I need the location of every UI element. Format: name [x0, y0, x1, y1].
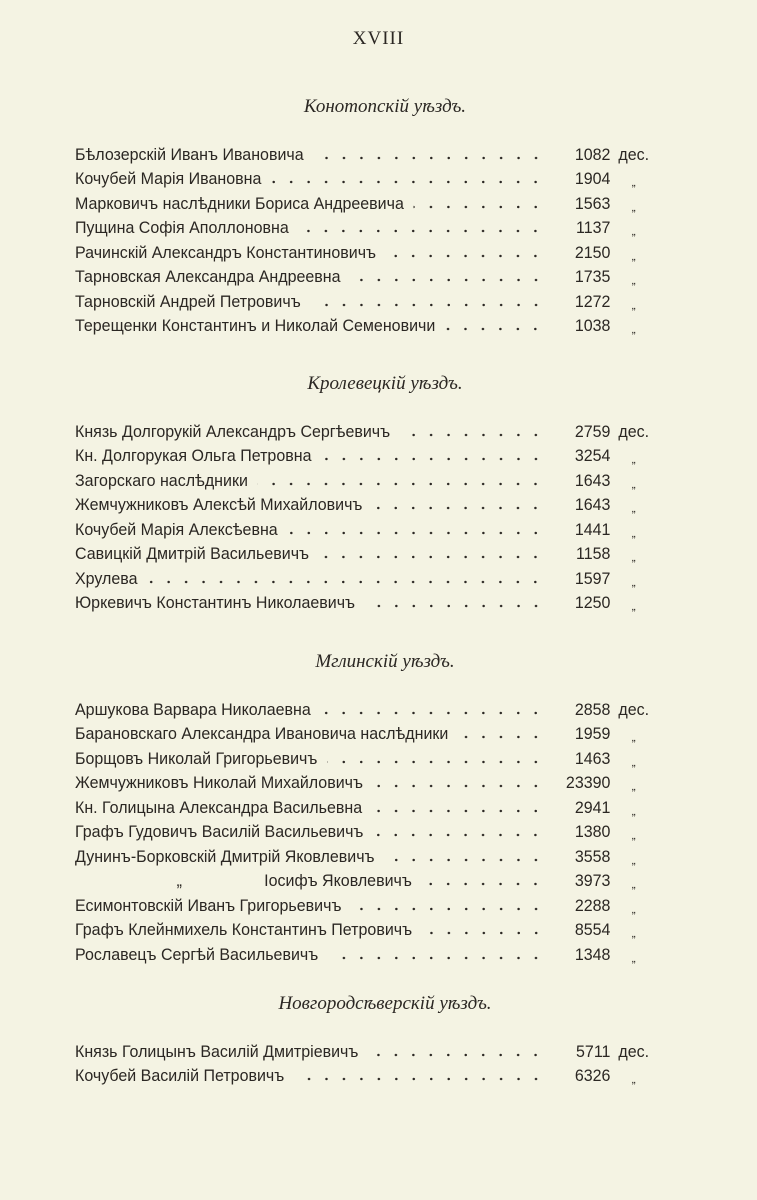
owner-name: [75, 496, 362, 515]
owner-name-text: Есимонтовскій Иванъ Григорьевичъ: [75, 896, 342, 915]
area-value: 1563: [574, 194, 611, 213]
page-number: XVIII: [352, 28, 405, 49]
area-value: 1272: [574, 292, 611, 311]
owner-name: [75, 293, 301, 312]
district-title: Новгородсѣверскій уѣздъ.: [278, 993, 492, 1014]
area-unit: „: [631, 852, 636, 867]
dot-leader: [298, 228, 544, 234]
owner-name: [75, 219, 289, 238]
area-value: 1643: [574, 496, 611, 514]
dot-leader: [458, 734, 544, 740]
owner-name-text: Загорскаго наслѣдники: [75, 471, 248, 490]
owner-name-text: Кн. Голицына Александра Васильевна: [75, 798, 363, 817]
area-value: 1137: [576, 219, 611, 237]
area-value: 1735: [574, 268, 611, 286]
area-unit: „: [631, 297, 636, 312]
owner-name: [75, 545, 309, 564]
estate-row: [75, 238, 657, 263]
owner-name: [75, 897, 341, 916]
dot-leader: [320, 710, 544, 716]
dot-leader: [258, 481, 545, 487]
estate-row: [75, 793, 657, 818]
estate-row: [75, 940, 657, 965]
area-unit: дес.: [618, 1042, 650, 1061]
area-unit: „: [631, 828, 636, 842]
estate-row: [75, 165, 657, 190]
owner-name-text: Тарновскій Андрей Петровичъ: [75, 292, 301, 311]
area-value: 1959: [574, 725, 611, 743]
dot-leader: [373, 783, 545, 789]
owner-name: [75, 823, 363, 842]
owner-name: [75, 268, 341, 287]
area-value: 1158: [576, 545, 611, 563]
area-value: 8554: [574, 921, 611, 939]
estate-row: [75, 695, 657, 720]
area-value: 1597: [574, 569, 611, 588]
estate-row: [75, 189, 657, 214]
owner-name: [75, 146, 304, 165]
dot-leader: [351, 906, 544, 912]
area-value: 1463: [574, 749, 611, 768]
area-value: 6326: [574, 1067, 611, 1085]
area-unit: „: [631, 199, 636, 214]
owner-name: [75, 195, 404, 214]
area-unit: „: [631, 452, 636, 466]
owner-name-text: Кочубей Василій Петровичъ: [75, 1067, 285, 1085]
area-unit: „: [631, 248, 636, 263]
area-value: 1250: [574, 594, 611, 612]
dot-leader: [327, 759, 544, 765]
area-unit: „: [631, 950, 636, 965]
estate-row: [75, 312, 657, 337]
owner-name: [75, 725, 448, 744]
dot-leader: [372, 808, 545, 814]
area-unit: дес.: [618, 145, 650, 164]
area-value: 2288: [574, 896, 611, 915]
dot-leader: [310, 302, 544, 308]
dot-leader: [373, 832, 544, 838]
owner-name: [75, 750, 317, 769]
dot-leader: [147, 579, 544, 585]
owner-name: [75, 594, 355, 613]
owner-name: [75, 1067, 284, 1086]
area-value: 1441: [574, 520, 611, 539]
estate-row: [75, 891, 657, 916]
estate-row: [75, 916, 657, 941]
dot-leader: [414, 204, 545, 210]
owner-name-text: Князь Долгорукій Александръ Сергѣевичъ: [75, 422, 391, 441]
owner-name: [75, 946, 318, 965]
area-unit: „: [631, 901, 636, 916]
owner-name: [75, 799, 362, 818]
area-unit: „: [631, 574, 636, 589]
dot-leader: [313, 155, 544, 161]
estate-row: [75, 1037, 657, 1062]
dot-leader: [400, 432, 545, 438]
estate-row: [75, 540, 657, 565]
owner-name-text: Бѣлозерскій Иванъ Ивановича: [75, 145, 304, 164]
owner-name-text: Пущина Софія Аполлоновна: [75, 219, 289, 237]
dot-leader: [319, 554, 545, 560]
owner-name: [75, 570, 138, 589]
dot-leader: [350, 277, 544, 283]
estate-row: [75, 1062, 657, 1087]
estate-row: [75, 214, 657, 239]
ditto-mark: „: [176, 872, 182, 890]
owner-name: [75, 701, 311, 720]
dot-leader: [368, 1052, 544, 1058]
area-value: 2150: [574, 243, 611, 262]
area-unit: дес.: [618, 700, 650, 719]
owner-name-text: Терещенки Константинъ и Николай Семеновичи: [75, 317, 436, 335]
area-value: 2759: [574, 422, 611, 441]
owner-name: [75, 170, 261, 189]
owner-name-text: Кочубей Марія Алексѣевна: [75, 520, 278, 539]
estate-row: [75, 515, 657, 540]
area-unit: „: [631, 803, 636, 818]
estate-row: [75, 842, 657, 867]
area-unit: „: [631, 525, 636, 540]
district-title: Конотопскій уѣздъ.: [303, 96, 467, 117]
area-value: 1348: [574, 945, 611, 964]
area-unit: „: [631, 273, 636, 287]
estate-row: [75, 744, 657, 769]
district-section: [75, 651, 675, 965]
dot-leader: [294, 1076, 545, 1082]
owner-name: [75, 774, 363, 793]
owner-name-text: Жемчужниковъ Алексѣй Михайловичъ: [75, 496, 363, 514]
area-unit: „: [631, 476, 636, 491]
area-unit: „: [631, 779, 636, 793]
estate-row: [75, 769, 657, 794]
area-unit: „: [631, 322, 636, 336]
area-value: 3558: [574, 847, 611, 866]
area-unit: „: [631, 599, 636, 613]
owner-name-text: Рачинскій Александръ Константиновичъ: [75, 243, 377, 262]
area-unit: „: [631, 877, 636, 891]
area-value: 2941: [574, 798, 611, 817]
dot-leader: [445, 326, 544, 332]
owner-name: [75, 848, 375, 867]
owner-name: [75, 423, 390, 442]
area-value: 5711: [576, 1042, 611, 1061]
area-value: 23390: [565, 774, 611, 792]
district-section: [75, 993, 675, 1086]
area-unit: „: [631, 1072, 636, 1086]
owner-name-text: Кн. Долгорукая Ольга Петровна: [75, 447, 312, 465]
owner-name-text: Аршукова Варвара Николаевна: [75, 700, 311, 719]
estate-row: [75, 466, 657, 491]
owner-name: [75, 521, 278, 540]
estate-row: [75, 720, 657, 745]
area-value: 1038: [574, 317, 611, 335]
district-title: Мглинскій уѣздъ.: [315, 651, 455, 672]
dot-leader: [384, 857, 544, 863]
area-value: 1380: [574, 823, 611, 841]
estate-row: [75, 818, 657, 843]
owner-name-text: Графъ Клейнмихель Константинъ Петровичъ: [75, 921, 413, 939]
estate-row: [75, 867, 657, 892]
owner-name-text: Тарновская Александра Андреевна: [75, 268, 341, 286]
dot-leader: [271, 179, 544, 185]
dot-leader: [328, 955, 545, 961]
area-unit: „: [631, 175, 636, 189]
area-unit: дес.: [618, 422, 650, 441]
area-value: 1643: [574, 471, 611, 490]
owner-name: [75, 921, 412, 940]
owner-name: [75, 244, 376, 263]
dot-leader: [287, 530, 544, 536]
dot-leader: [386, 253, 545, 259]
owner-name: [75, 472, 248, 491]
dot-leader: [372, 505, 544, 511]
area-unit: „: [631, 730, 636, 744]
dot-leader: [422, 930, 545, 936]
owner-name-text: Хрулева: [75, 569, 138, 588]
owner-name-text: Кочубей Марія Ивановна: [75, 170, 262, 188]
area-value: 1904: [574, 170, 611, 188]
owner-name-text: Барановскаго Александра Ивановича наслѣдники: [75, 725, 449, 743]
area-unit: „: [631, 926, 636, 940]
dot-leader: [321, 456, 544, 462]
owner-name-text: Князь Голицынъ Василій Дмитріевичъ: [75, 1042, 359, 1061]
estate-row: [75, 140, 657, 165]
owner-name: [75, 1043, 358, 1062]
estate-row: [75, 442, 657, 467]
area-value: 3973: [574, 872, 611, 890]
district-section: [75, 96, 675, 336]
dot-leader: [365, 603, 545, 609]
owner-name-text: Дунинъ-Борковскій Дмитрій Яковлевичъ: [75, 847, 375, 866]
dot-leader: [422, 881, 545, 887]
area-unit: „: [631, 754, 636, 769]
owner-name-text: Іосифъ Яковлевичъ: [264, 872, 412, 890]
area-value: 2858: [574, 700, 611, 719]
owner-name: [75, 872, 412, 891]
estate-row: [75, 589, 657, 614]
estate-row: [75, 263, 657, 288]
owner-name-text: Жемчужниковъ Николай Михайловичъ: [75, 774, 363, 792]
area-unit: „: [631, 550, 636, 564]
area-value: 3254: [574, 447, 611, 465]
owner-name: [75, 447, 311, 466]
estate-row: [75, 287, 657, 312]
owner-name-text: Юркевичъ Константинъ Николаевичъ: [75, 594, 356, 612]
owner-name: [75, 317, 435, 336]
owner-name-text: Рославецъ Сергѣй Васильевичъ: [75, 945, 319, 964]
estate-row: [75, 564, 657, 589]
district-title: Кролевецкій уѣздъ.: [307, 373, 463, 394]
estate-row: [75, 491, 657, 516]
owner-name-text: Борщовъ Николай Григорьевичъ: [75, 749, 318, 768]
area-unit: „: [631, 501, 636, 515]
estate-row: [75, 417, 657, 442]
area-value: 1082: [574, 145, 611, 164]
district-section: [75, 373, 675, 613]
owner-name-text: Савицкій Дмитрій Васильевичъ: [75, 545, 310, 563]
owner-name-text: Марковичъ наслѣдники Бориса Андреевича: [75, 194, 404, 213]
owner-name-text: Графъ Гудовичъ Василій Васильевичъ: [75, 823, 364, 841]
area-unit: „: [631, 224, 636, 238]
